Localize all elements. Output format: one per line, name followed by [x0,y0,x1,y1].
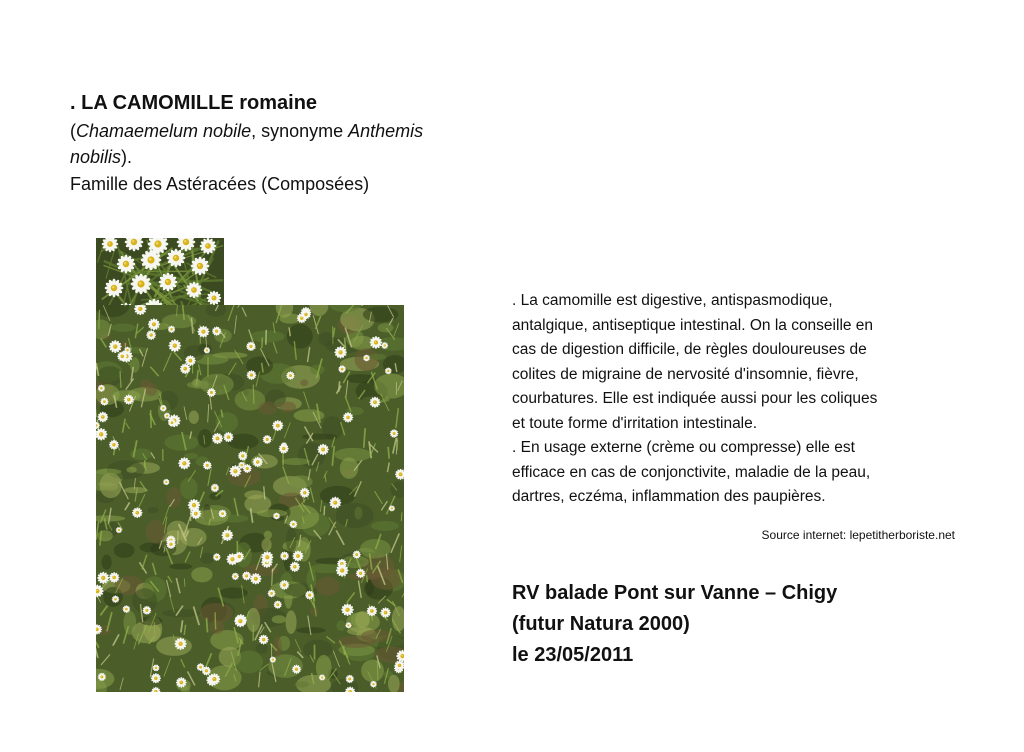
plant-header [70,88,490,198]
description-line: dartres, eczéma, inflammation des paupières. [512,488,826,505]
event-title: RV balade Pont sur Vanne – Chigy [512,582,838,604]
chamomile-meadow-photo [96,305,404,692]
plant-title: . LA CAMOMILLE romaine [70,92,318,114]
description-line: cas de digestion difficile, de règles douloureuses de [512,341,867,358]
description-line: antalgique, antiseptique intestinal. On la conseille en [512,316,874,334]
description-text [512,289,962,510]
latin-synonym: Anthemis nobilis [70,121,424,167]
description-line: colites de migraine de nervosité d'insomnie, fièvre, [512,365,859,383]
latin-name: Chamaemelum nobile [76,121,252,141]
plant-family: Famille des Astéracées (Composées) [70,174,370,194]
description-line: efficace en cas de conjonctivite, maladie de la peau, [512,463,871,481]
description-line: . La camomille est digestive, antispasmodique, [512,292,833,309]
latin-paren-close: ). [121,147,133,167]
description-line: courbatures. Elle est indiquée aussi pour les coliques [512,390,878,407]
event-subtitle: (futur Natura 2000) [512,613,690,635]
description-line: . En usage externe (crème ou compresse) elle est [512,439,855,456]
source-credit: Source internet: lepetitherboriste.net [761,528,955,542]
event-date: le 23/05/2011 [512,644,634,666]
latin-name-line [70,118,490,170]
description-line: et toute forme d'irritation intestinale. [512,414,758,432]
latin-paren-open: ( [70,121,76,141]
latin-synonym-label: , synonyme [251,121,349,141]
event-info [512,578,992,671]
